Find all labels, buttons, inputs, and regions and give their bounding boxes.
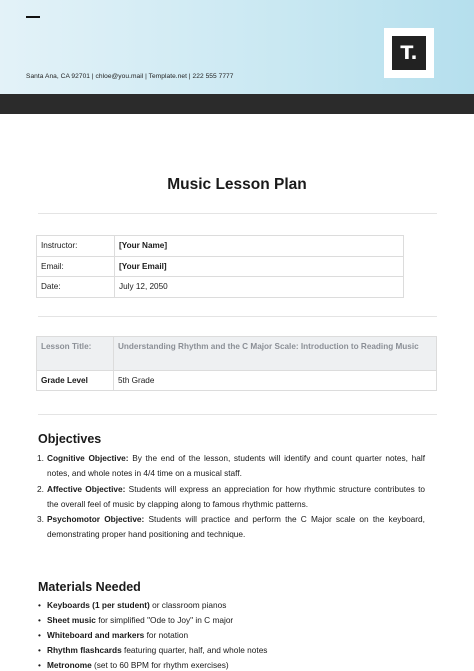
material-name: Rhythm flashcards <box>47 645 122 655</box>
email-value: [Your Email] <box>115 256 404 277</box>
list-number: 1. <box>37 453 44 463</box>
list-item <box>37 482 425 513</box>
list-item <box>37 512 425 543</box>
lesson-details-table <box>36 336 437 391</box>
table-row <box>37 337 437 371</box>
table-row <box>37 236 404 257</box>
material-name: Whiteboard and markers <box>47 630 145 640</box>
list-item <box>38 598 438 613</box>
table-row <box>37 277 404 298</box>
header-dark-bar <box>0 94 474 114</box>
list-number: 2. <box>37 483 44 494</box>
date-value: July 12, 2050 <box>115 277 404 298</box>
bullet-icon: • <box>38 630 41 640</box>
instructor-label: Instructor: <box>37 236 115 257</box>
email-label: Email: <box>37 256 115 277</box>
contact-line: Santa Ana, CA 92701 | chloe@you.mail | Template.net | 222 555 7777 <box>26 73 234 80</box>
bullet-icon: • <box>38 645 41 655</box>
table-row <box>37 371 437 391</box>
table-row <box>37 256 404 277</box>
material-name: Metronome <box>47 660 92 670</box>
objective-label: Psychomotor Objective: <box>47 514 145 525</box>
material-detail: (set to 60 BPM for rhythm exercises) <box>91 660 229 670</box>
template-logo <box>384 28 434 78</box>
objectives-list <box>37 451 425 543</box>
objective-text: By the end of the lesson, students will identify and count quarter notes, half notes, and whole notes in 4/4 time on a musical staff. <box>47 453 425 479</box>
list-number: 3. <box>37 514 44 525</box>
list-item <box>38 613 438 628</box>
logo-icon: T. <box>392 36 426 70</box>
page-title: Music Lesson Plan <box>167 176 307 193</box>
list-item <box>38 643 438 658</box>
divider <box>38 316 437 317</box>
header-dash-mark <box>26 16 40 18</box>
material-name: Keyboards (1 per student) <box>47 600 150 610</box>
material-detail: or classroom pianos <box>149 600 227 610</box>
bullet-icon: • <box>38 660 41 670</box>
materials-list <box>38 598 438 671</box>
material-name: Sheet music <box>47 615 96 625</box>
grade-level-value: 5th Grade <box>114 371 437 391</box>
lesson-title-value: Understanding Rhythm and the C Major Scale: Introduction to Reading Music <box>114 337 437 371</box>
material-detail: for notation <box>144 630 189 640</box>
bullet-icon: • <box>38 615 41 625</box>
bullet-icon: • <box>38 600 41 610</box>
document-header <box>0 0 474 94</box>
list-item <box>37 451 425 482</box>
materials-heading: Materials Needed <box>38 580 141 594</box>
divider <box>38 414 437 415</box>
instructor-info-table <box>36 235 404 298</box>
date-label: Date: <box>37 277 115 298</box>
list-item <box>38 628 438 643</box>
objectives-heading: Objectives <box>38 432 102 446</box>
objective-label: Affective Objective: <box>47 483 126 494</box>
lesson-title-label: Lesson Title: <box>37 337 114 371</box>
objective-text: Students will express an appreciation for how rhythmic structure contributes to the overall feel of music by clapping along to famous rhythmic patterns. <box>47 483 425 509</box>
objective-label: Cognitive Objective: <box>47 453 129 463</box>
instructor-value: [Your Name] <box>115 236 404 257</box>
material-detail: for simplified "Ode to Joy" in C major <box>95 615 234 625</box>
objective-text: Students will practice and perform the C Major scale on the keyboard, demonstrating proper hand positioning and technique. <box>47 514 425 540</box>
material-detail: featuring quarter, half, and whole notes <box>121 645 268 655</box>
list-item <box>38 658 438 671</box>
divider <box>38 213 437 214</box>
grade-level-label: Grade Level <box>37 371 114 391</box>
